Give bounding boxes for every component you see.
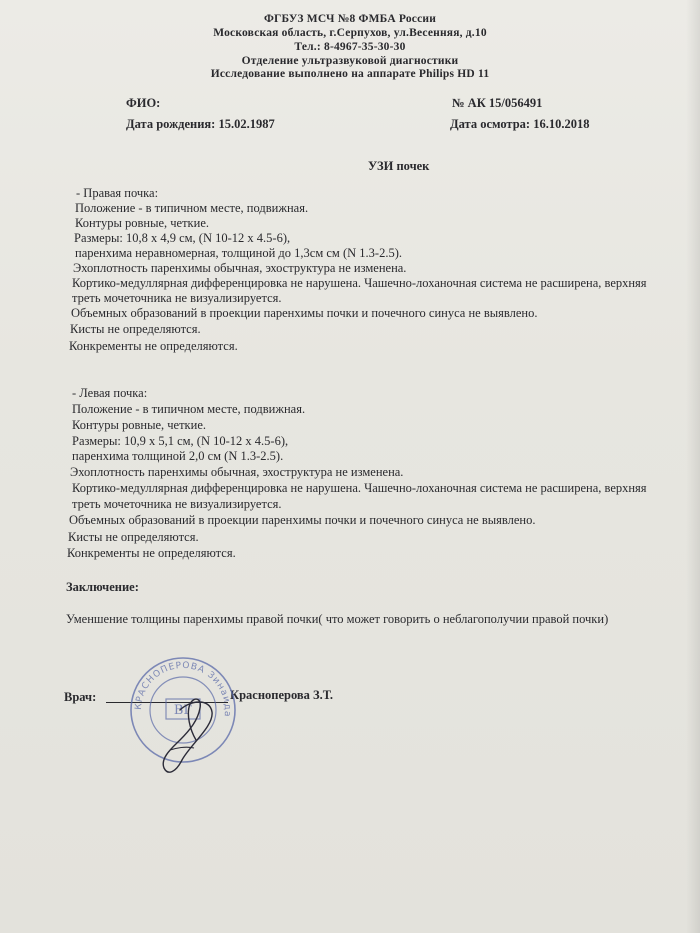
right-kidney-line: треть мочеточника не визуализируется. [72, 291, 282, 305]
left-kidney-line: Кисты не определяются. [68, 530, 199, 544]
svg-text:ВГ: ВГ [173, 703, 193, 718]
exam-date: Дата осмотра: 16.10.2018 [450, 117, 590, 131]
record-number: № АК 15/056491 [452, 96, 543, 110]
left-kidney-line: треть мочеточника не визуализируется. [72, 497, 282, 511]
right-kidney-line: Объемных образований в проекции паренхимы почки и почечного синуса не выявлено. [71, 306, 538, 320]
header-line-3: Тел.: 8-4967-35-30-30 [294, 41, 406, 53]
left-kidney-line: Кортико-медуллярная дифференцировка не нарушена. Чашечно-лоханочная система не расширена, верхняя [72, 481, 647, 495]
right-kidney-line: Кортико-медуллярная дифференцировка не нарушена. Чашечно-лоханочная система не расширена, верхняя [72, 276, 647, 290]
left-kidney-line: Эхоплотность паренхимы обычная, эхоструктура не изменена. [70, 465, 404, 479]
doctor-name: Красноперова З.Т. [230, 688, 333, 702]
right-kidney-heading: - Правая почка: [76, 186, 159, 200]
conclusion-label: Заключение: [66, 580, 139, 594]
handwritten-signature [150, 690, 230, 780]
left-kidney-line: паренхима толщиной 2,0 см (N 1.3-2.5). [72, 449, 284, 463]
right-kidney-line: паренхима неравномерная, толщиной до 1,3см см (N 1.3-2.5). [75, 246, 402, 260]
right-kidney-line: Конкременты не определяются. [69, 339, 238, 353]
doctor-label: Врач: [64, 690, 97, 704]
page-shadow [686, 0, 700, 933]
header-line-5: Исследование выполнено на аппарате Philips HD 11 [210, 68, 490, 80]
header-line-4: Отделение ультразвуковой диагностики [241, 55, 459, 67]
left-kidney-line: Конкременты не определяются. [67, 546, 236, 560]
left-kidney-heading: - Левая почка: [72, 386, 148, 400]
left-kidney-line: Объемных образований в проекции паренхимы почки и почечного синуса не выявлено. [69, 513, 536, 527]
page-title: УЗИ почек [368, 159, 430, 173]
right-kidney-line: Контуры ровные, четкие. [75, 216, 209, 230]
right-kidney-line: Положение - в типичном месте, подвижная. [75, 201, 309, 215]
birth-date: Дата рождения: 15.02.1987 [126, 117, 275, 131]
left-kidney-line: Положение - в типичном месте, подвижная. [72, 402, 306, 416]
header-line-2: Московская область, г.Серпухов, ул.Весенняя, д.10 [213, 27, 487, 39]
right-kidney-line: Кисты не определяются. [70, 322, 201, 336]
conclusion-text: Уменшение толщины паренхимы правой почки( что может говорить о неблагополучии правой почки) [66, 612, 609, 626]
left-kidney-line: Контуры ровные, четкие. [72, 418, 206, 432]
svg-text:КРАСНОПЕРОВА Зинаида: КРАСНОПЕРОВА Зинаида [133, 660, 233, 718]
left-kidney-line: Размеры: 10,9 х 5,1 см, (N 10-12 х 4.5-6), [72, 434, 289, 448]
fio-label: ФИО: [126, 96, 161, 110]
header-line-1: ФГБУЗ МСЧ №8 ФМБА России [263, 13, 437, 25]
right-kidney-line: Размеры: 10,8 х 4,9 см, (N 10-12 х 4.5-6), [74, 231, 291, 245]
right-kidney-line: Эхоплотность паренхимы обычная, эхоструктура не изменена. [73, 261, 407, 275]
